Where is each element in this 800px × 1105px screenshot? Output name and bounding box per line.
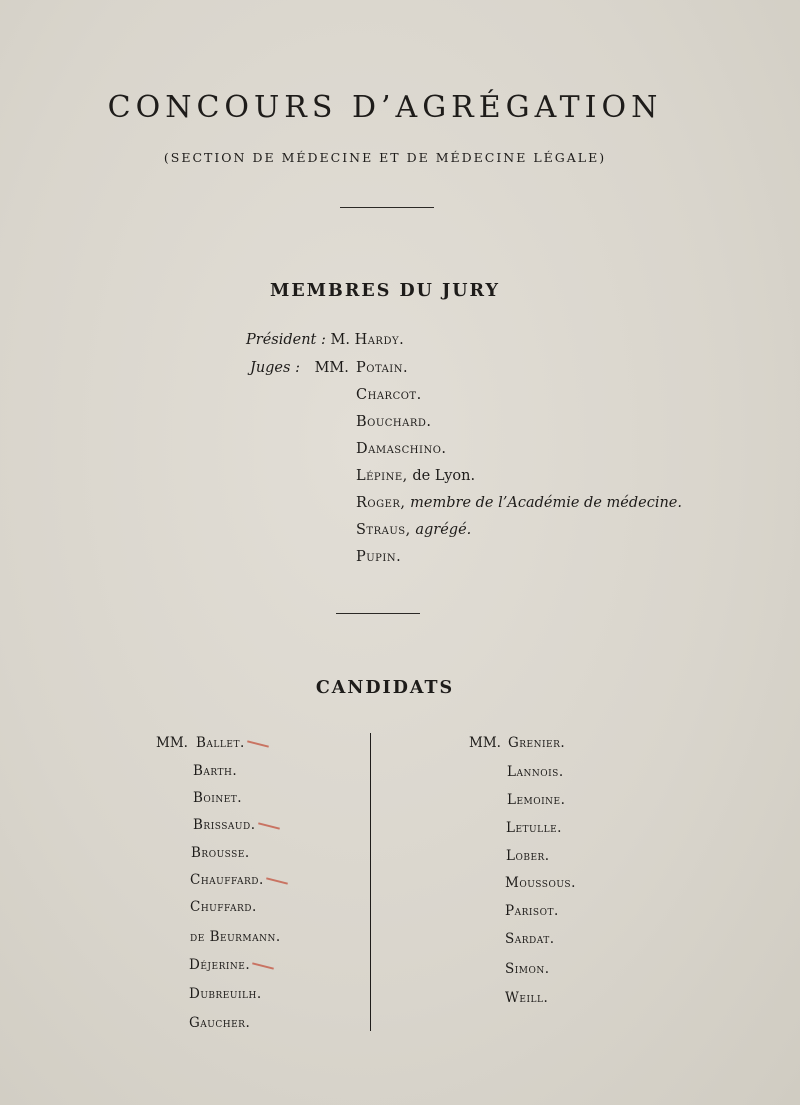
candidate-name: Déjerine.: [189, 957, 251, 973]
title-divider: [340, 207, 434, 208]
judge-name: Bouchard.: [356, 414, 432, 430]
candidates-left-prefix: MM.: [156, 735, 188, 751]
candidates-right-prefix: MM.: [469, 735, 501, 751]
jury-heading: MEMBRES DU JURY: [269, 281, 501, 301]
jury-divider: [336, 613, 420, 614]
judge-item: [356, 441, 447, 457]
judge-note: agrégé.: [415, 522, 472, 538]
candidate-item: Simon.: [505, 961, 550, 977]
candidate-item: de Beurmann.: [190, 929, 281, 945]
judge-item: [356, 549, 401, 565]
candidate-item: Lober.: [506, 848, 550, 864]
candidate-item: Moussous.: [505, 875, 576, 891]
judge-item: [356, 495, 682, 511]
candidate-name: Chauffard.: [190, 872, 264, 888]
judge-item: [356, 522, 471, 538]
candidate-item: Barth.: [193, 763, 238, 779]
candidate-item: [193, 817, 280, 833]
candidate-item: [189, 957, 274, 973]
candidate-item: Lannois.: [507, 764, 564, 780]
judge-item: [356, 468, 475, 484]
judge-note: membre de l’Académie de médecine.: [410, 495, 682, 511]
president-name: Hardy.: [354, 332, 405, 348]
candidate-name: Ballet.: [196, 735, 245, 751]
judge-note: de Lyon.: [412, 468, 476, 484]
judge-item: [356, 387, 422, 403]
president-prefix: M.: [330, 332, 350, 348]
column-divider: [370, 733, 371, 1031]
candidate-item: Boinet.: [193, 790, 243, 806]
judges-prefix: MM.: [314, 360, 349, 376]
candidate-item: Letulle.: [506, 820, 562, 836]
judge-name: Damaschino.: [356, 441, 447, 457]
candidate-item: Grenier.: [508, 735, 566, 751]
page-title: CONCOURS D’AGRÉGATION: [107, 90, 663, 125]
candidates-heading: CANDIDATS: [315, 678, 455, 698]
judge-name: Lépine,: [356, 468, 408, 484]
red-pencil-mark: [252, 962, 274, 969]
judges-role-label: Juges :: [250, 360, 300, 376]
candidate-item: Sardat.: [505, 931, 555, 947]
jury-president-row: [246, 332, 404, 348]
candidate-item: Dubreuilh.: [189, 986, 262, 1002]
jury-judges-label-row: [250, 360, 349, 376]
candidate-item: [190, 872, 288, 888]
candidate-item: [196, 735, 269, 751]
red-pencil-mark: [258, 822, 280, 829]
judge-name: Straus,: [356, 522, 411, 538]
candidate-item: Parisot.: [505, 903, 559, 919]
candidate-item: Lemoine.: [507, 792, 566, 808]
judge-name: Potain.: [356, 360, 409, 376]
candidate-item: Gaucher.: [189, 1015, 251, 1031]
candidate-item: Chuffard.: [190, 899, 257, 915]
red-pencil-mark: [266, 877, 288, 884]
candidate-item: Weill.: [505, 990, 549, 1006]
red-pencil-mark: [247, 740, 269, 747]
president-role-label: Président :: [246, 332, 326, 348]
candidate-name: Brissaud.: [193, 817, 256, 833]
judge-name: Charcot.: [356, 387, 422, 403]
judge-item: [356, 360, 408, 376]
candidate-item: Brousse.: [191, 845, 250, 861]
judge-item: [356, 414, 432, 430]
judge-name: Roger,: [356, 495, 406, 511]
judge-name: Pupin.: [356, 549, 402, 565]
page-subtitle: (SECTION DE MÉDECINE ET DE MÉDECINE LÉGALE): [163, 150, 607, 165]
